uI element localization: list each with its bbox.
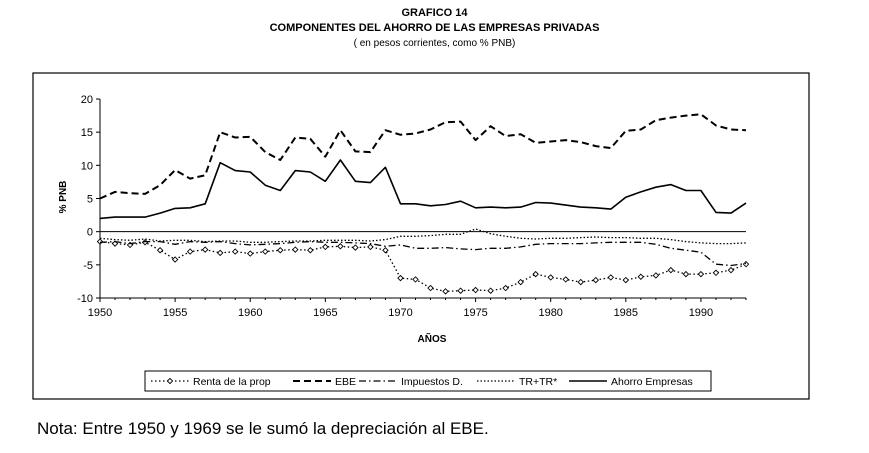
y-tick-label: -5 (83, 259, 93, 272)
data-point (623, 277, 628, 282)
data-point (383, 248, 388, 253)
x-tick-label: 1965 (313, 307, 338, 319)
y-tick-label: 0 (86, 226, 93, 239)
series-line-4 (100, 160, 746, 218)
legend (151, 376, 693, 388)
x-tick-label: 1970 (388, 307, 413, 319)
x-tick-label: 1975 (463, 307, 488, 319)
data-point (563, 277, 568, 282)
data-point (248, 251, 253, 256)
data-point (518, 279, 523, 284)
legend-label: Impuestos D. (401, 376, 463, 388)
legend-label: Renta de la prop (193, 376, 271, 388)
legend-label: EBE (335, 376, 357, 388)
data-point (503, 285, 508, 290)
data-point (338, 244, 343, 249)
data-point (473, 287, 478, 292)
data-point (218, 250, 223, 255)
x-tick-label: 1985 (613, 307, 639, 319)
data-point (263, 249, 268, 254)
data-point (203, 247, 208, 252)
data-point (278, 248, 283, 253)
data-point (668, 268, 673, 273)
footnote: Nota: Entre 1950 y 1969 se le sumó la depreciación al EBE. (37, 419, 489, 438)
chart-frame (33, 73, 809, 399)
legend-label: Ahorro Empresas (611, 376, 693, 388)
data-point (608, 275, 613, 280)
x-tick-label: 1955 (162, 307, 188, 319)
series-line-2 (100, 242, 746, 266)
series-line-1 (100, 114, 746, 198)
data-point (593, 277, 598, 282)
data-point (428, 285, 433, 290)
data-point (308, 248, 313, 253)
data-point (353, 245, 358, 250)
data-point (142, 240, 147, 245)
data-point (713, 270, 718, 275)
x-tick-label: 1990 (688, 307, 714, 319)
data-point (653, 273, 658, 278)
x-tick-label: 1950 (87, 307, 113, 319)
data-point (233, 249, 238, 254)
data-point (533, 272, 538, 277)
chart-units-note: ( en pesos corrientes, como % PNB) (353, 38, 516, 49)
data-point (683, 272, 688, 277)
y-tick-label: 10 (80, 160, 93, 173)
chart-title: GRAFICO 14 (401, 7, 468, 19)
series-line-0 (100, 242, 746, 292)
data-point (188, 249, 193, 254)
data-point (458, 288, 463, 293)
data-point (743, 262, 748, 267)
data-point (368, 244, 373, 249)
y-tick-label: 15 (80, 127, 93, 140)
x-tick-label: 1960 (237, 307, 263, 319)
x-axis-label: AÑOS (417, 334, 447, 345)
y-tick-label: 20 (80, 94, 93, 106)
data-point (323, 244, 328, 249)
x-tick-label: 1980 (538, 307, 563, 319)
data-point (488, 288, 493, 293)
chart-subtitle: COMPONENTES DEL AHORRO DE LAS EMPRESAS PRIVADAS (269, 22, 600, 34)
data-point (578, 279, 583, 284)
data-point (173, 257, 178, 262)
data-point (413, 277, 418, 282)
data-point (728, 268, 733, 273)
data-point (548, 275, 553, 280)
y-tick-label: 5 (86, 193, 93, 206)
data-point (443, 289, 448, 294)
data-point (698, 272, 703, 277)
data-point (293, 247, 298, 252)
y-axis-label: % PNB (58, 180, 69, 214)
y-tick-label: -10 (77, 293, 93, 305)
data-point (398, 276, 403, 281)
legend-label: TR+TR* (519, 376, 558, 388)
data-point (638, 274, 643, 279)
